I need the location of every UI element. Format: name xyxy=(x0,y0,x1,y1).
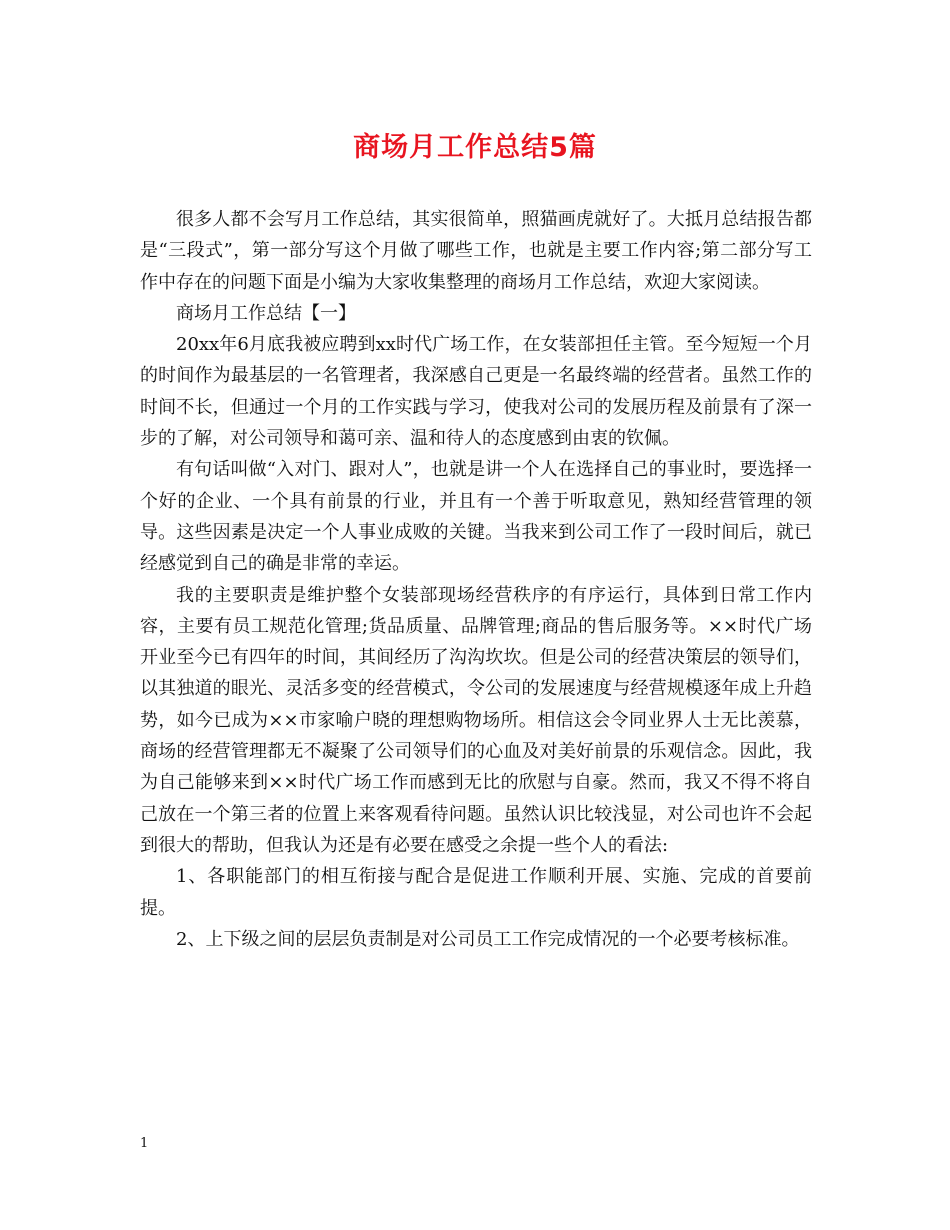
page-number: 1 xyxy=(140,1136,149,1151)
intro-paragraph: 很多人都不会写月工作总结，其实很简单，照猫画虎就好了。大抵月总结报告都是“三段式”，第一部分写这个月做了哪些工作，也就是主要工作内容;第二部分写工作中存在的问题下面是小编为大家收集整理的商场月工作总结，欢迎大家阅读。 xyxy=(140,209,812,293)
list-item: 1、各职能部门的相互衔接与配合是促进工作顺利开展、实施、完成的首要前提。 xyxy=(140,866,812,919)
body-paragraph: 我的主要职责是维护整个女装部现场经营秩序的有序运行，具体到日常工作内容，主要有员工规范化管理;货品质量、品牌管理;商品的售后服务等。××时代广场开业至今已有四年的时间，其间经历了沟沟坎坎。但是公司的经营决策层的领导们，以其独道的眼光、灵活多变的经营模式，令公司的发展速度与经营规模逐年成上升趋势，如今已成为××市家喻户晓的理想购物场所。相信这会令同业界人士无比羡慕，商场的经营管理都无不凝聚了公司领导们的心血及对美好前景的乐观信念。因此，我为自己能够来到××时代广场工作而感到无比的欣慰与自豪。然而，我又不得不将自己放在一个第三者的位置上来客观看待问题。虽然认识比较浅显，对公司也许不会起到很大的帮助，但我认为还是有必要在感受之余提一些个人的看法: xyxy=(140,584,812,856)
document-body xyxy=(140,204,812,955)
body-paragraph: 20xx年6月底我被应聘到xx时代广场工作，在女装部担任主管。至今短短一个月的时间作为最基层的一名管理者，我深感自己更是一名最终端的经营者。虽然工作的时间不长，但通过一个月的工作实践与学习，使我对公司的发展历程及前景有了深一步的了解，对公司领导和蔼可亲、温和待人的态度感到由衷的钦佩。 xyxy=(140,334,812,450)
body-paragraph: 有句话叫做“入对门、跟对人”，也就是讲一个人在选择自己的事业时，要选择一个好的企业、一个具有前景的行业，并且有一个善于听取意见，熟知经营管理的领导。这些因素是决定一个人事业成败的关键。当我来到公司工作了一段时间后，就已经感觉到自己的确是非常的幸运。 xyxy=(140,459,812,575)
list-item: 2、上下级之间的层层负责制是对公司员工工作完成情况的一个必要考核标准。 xyxy=(176,928,800,950)
document-title: 商场月工作总结5篇 xyxy=(353,132,597,163)
section-heading: 商场月工作总结【一】 xyxy=(176,302,356,324)
